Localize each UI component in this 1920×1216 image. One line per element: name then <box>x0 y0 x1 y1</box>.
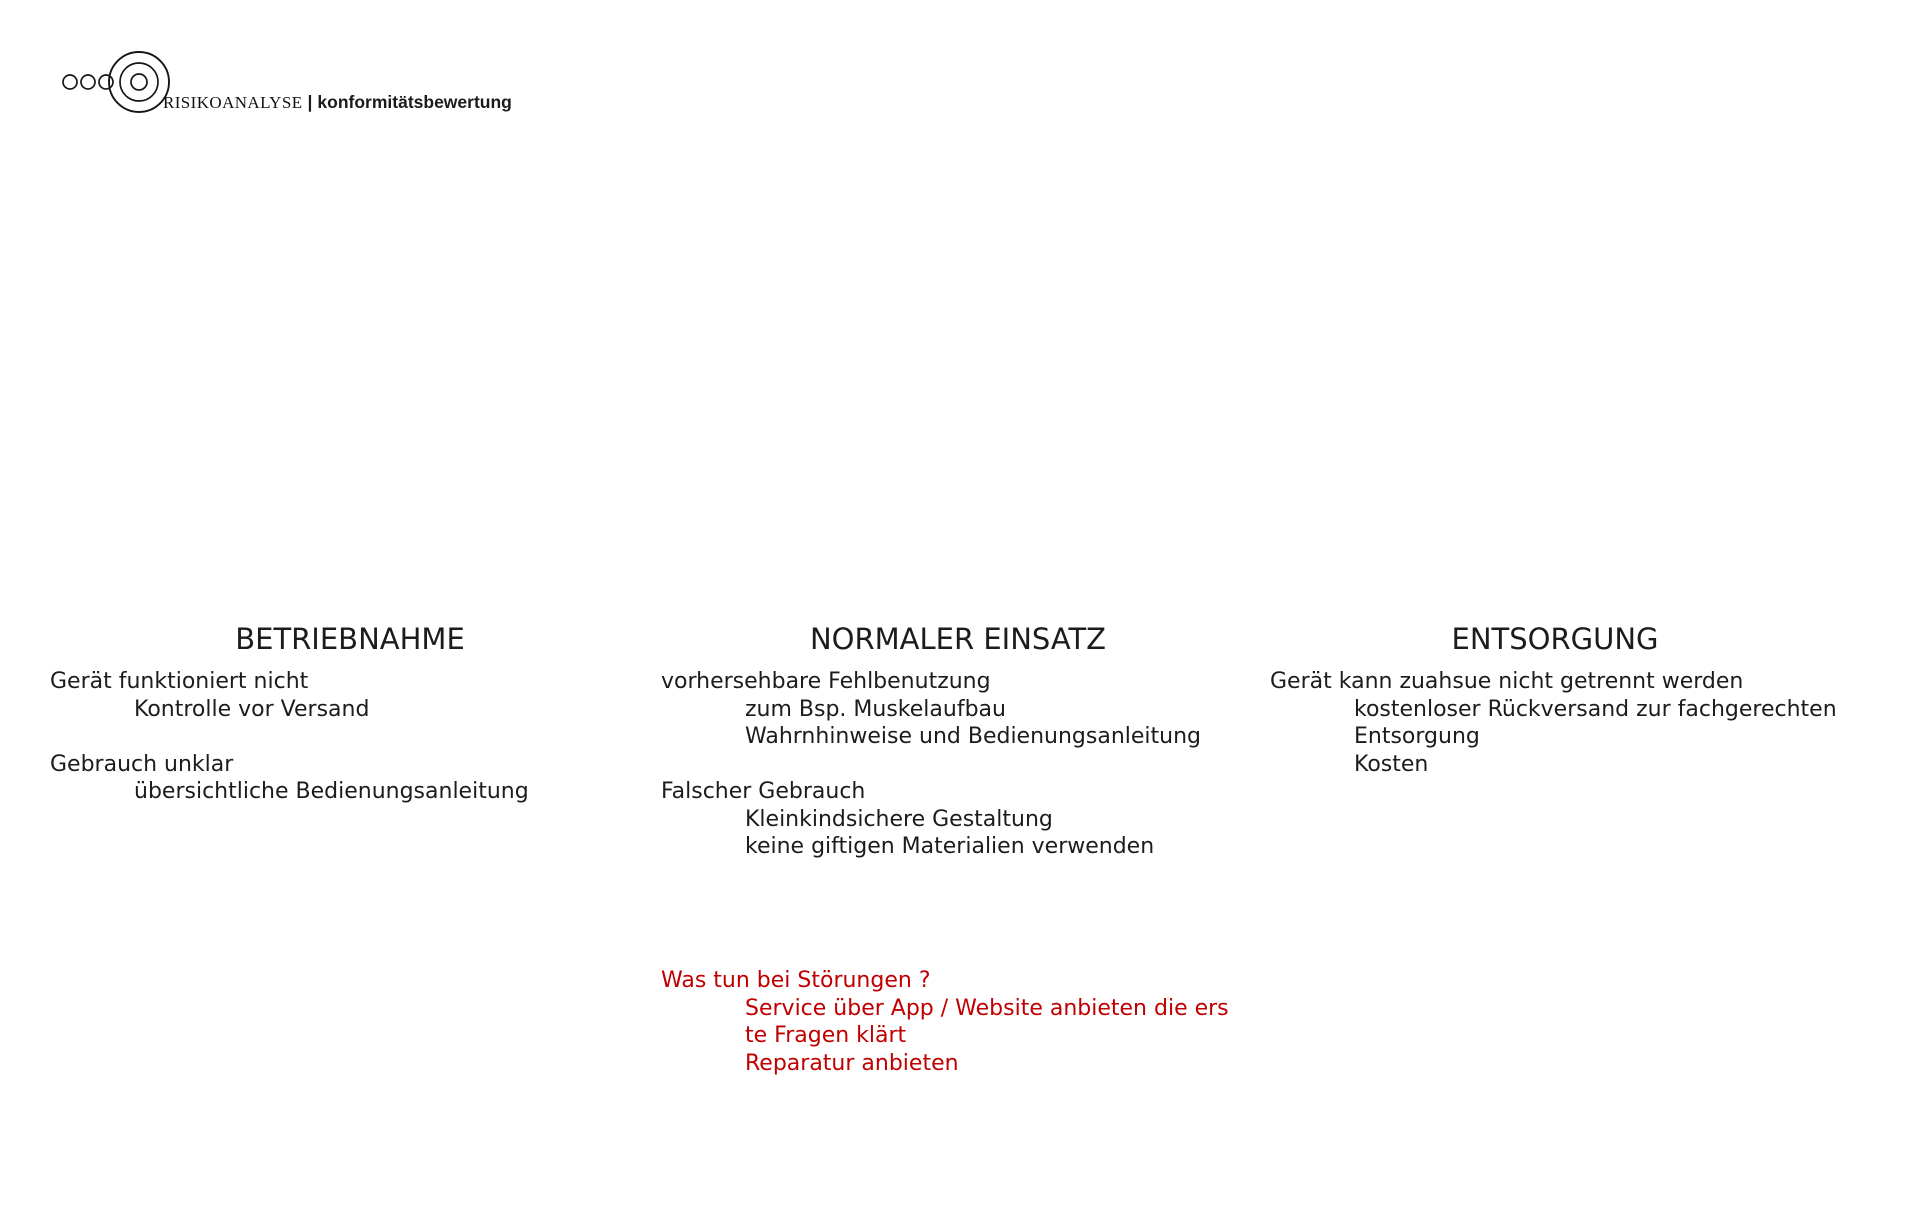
column-title-betriebnahme: BETRIEBNAHME <box>235 622 465 656</box>
note-item: Service über App / Website anbieten die ers <box>745 995 1229 1021</box>
note-title: Was tun bei Störungen ? <box>661 968 931 993</box>
note-item: Reparatur anbieten <box>745 1050 959 1076</box>
mitigation-item: zum Bsp. Muskelaufbau <box>745 696 1006 722</box>
mitigation-item: keine giftigen Materialien verwenden <box>745 834 1155 859</box>
risk-group <box>50 668 529 723</box>
risk-group <box>661 778 1201 861</box>
logo-brand-text: RISIKOANALYSE <box>163 93 303 112</box>
column-title-entsorgung: ENTSORGUNG <box>1451 622 1659 656</box>
mitigation-item: Kosten <box>1354 751 1429 777</box>
mitigation-item: Kleinkindsichere Gestaltung <box>745 806 1053 832</box>
mitigation-item: Wahrnhinweise und Bedienungsanleitung <box>745 724 1202 749</box>
risk-label: Falscher Gebrauch <box>661 779 866 804</box>
risk-group <box>50 751 529 806</box>
note-item: te Fragen klärt <box>745 1023 907 1048</box>
bullseye-logo-icon <box>42 45 178 119</box>
risk-label: Gerät funktioniert nicht <box>50 669 309 694</box>
note-block-stoerungen <box>661 967 1229 1077</box>
column-body-normaler-einsatz <box>661 668 1201 861</box>
column-title-normaler-einsatz: NORMALER EINSATZ <box>809 622 1107 656</box>
risk-label: Gerät kann zuahsue nicht getrennt werden <box>1270 669 1744 694</box>
mitigation-item: Kontrolle vor Versand <box>134 696 370 722</box>
column-body-betriebnahme <box>50 668 529 806</box>
risk-label: vorhersehbare Fehlbenutzung <box>661 669 991 694</box>
mitigation-item: übersichtliche Bedienungsanleitung <box>134 779 529 804</box>
logo-tagline-text: konformitätsbewertung <box>317 92 512 112</box>
column-body-entsorgung <box>1270 668 1837 778</box>
risk-group <box>1270 668 1837 778</box>
logo-wordmark <box>163 92 512 113</box>
mitigation-item: kostenloser Rückversand zur fachgerechten <box>1354 696 1837 722</box>
logo-separator: | <box>307 92 313 112</box>
risk-label: Gebrauch unklar <box>50 751 234 777</box>
risk-group <box>661 668 1201 751</box>
mitigation-item: Entsorgung <box>1354 724 1480 749</box>
